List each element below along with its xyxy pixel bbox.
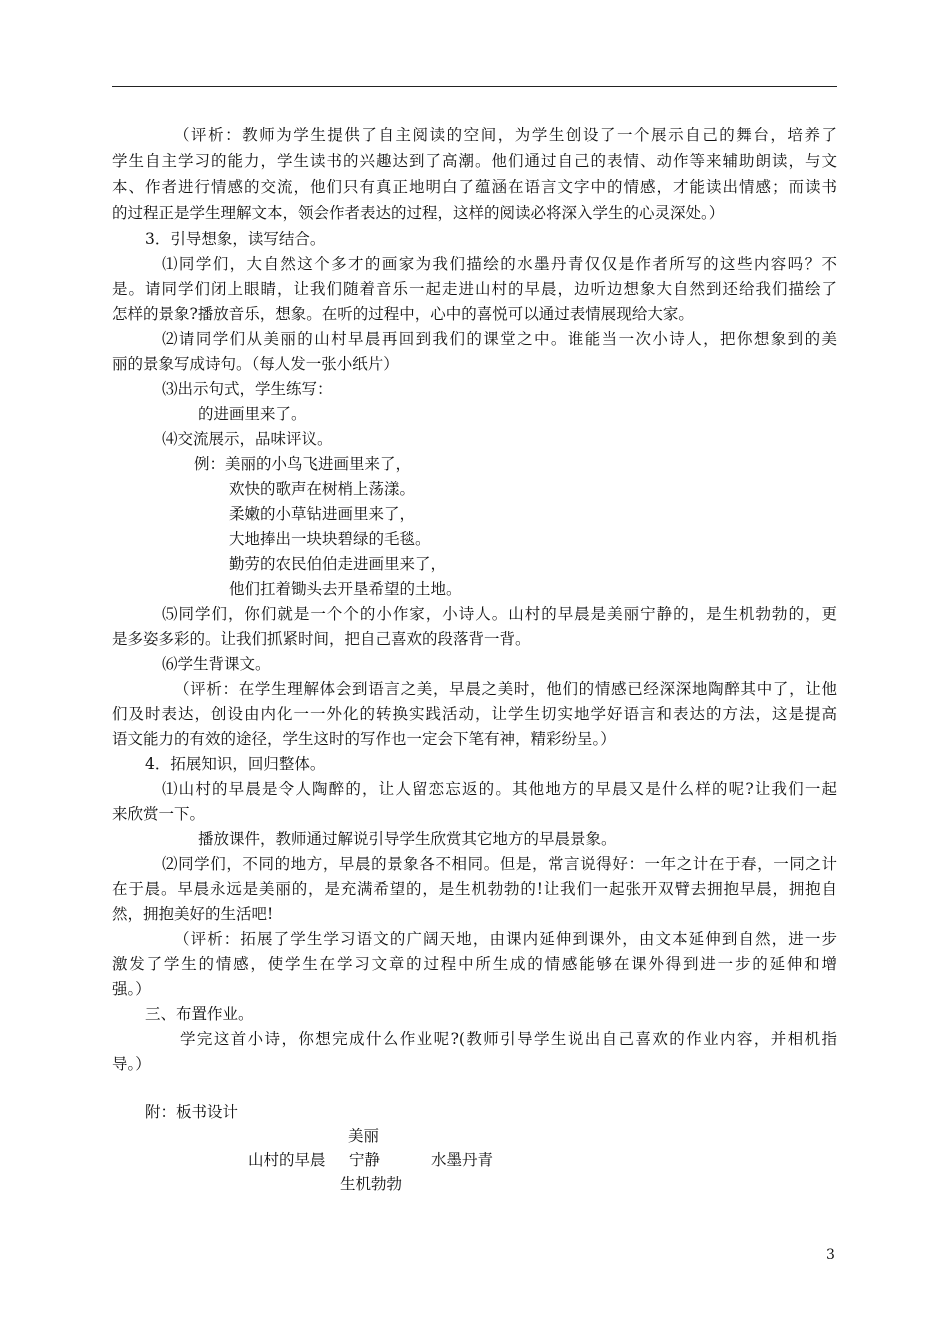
header-rule — [112, 86, 837, 87]
board-item: 宁静 — [349, 1151, 381, 1169]
paragraph-line: 怎样的景象?播放音乐，想象。在听的过程中，心中的喜悦可以通过表情展现给大家。 — [112, 305, 694, 323]
paragraph-line: ⑴同学们，大自然这个多才的画家为我们描绘的水墨丹青仅仅是作者所写的这些内容吗？不 — [162, 255, 837, 273]
paragraph-line: 学生自主学习的能力，学生读书的兴趣达到了高潮。他们通过自己的表情、动作等来辅助朗读，与文 — [112, 152, 837, 170]
poem-line: 例：美丽的小鸟飞进画里来了， — [194, 455, 412, 473]
paragraph-line: 强。） — [112, 980, 151, 998]
paragraph-line: （评析：教师为学生提供了自主阅读的空间，为学生创设了一个展示自己的舞台，培养了 — [174, 126, 837, 144]
board-heading: 附：板书设计 — [145, 1103, 239, 1121]
paragraph-line: 语文能力的有效的途径，学生这时的写作也一定会下笔有神，精彩纷呈。） — [112, 730, 616, 748]
paragraph-line: 们及时表达，创设由内化一一外化的转换实践活动，让学生切实地学好语言和表达的方法，这是提高 — [112, 705, 837, 723]
paragraph-line: ⑵同学们，不同的地方，早晨的景象各不相同。但是，常言说得好：一年之计在于春，一同之计 — [162, 855, 837, 873]
page-number: 3 — [826, 1247, 835, 1263]
paragraph-line: 来欣赏一下。 — [112, 805, 206, 823]
paragraph-line: （评析：拓展了学生学习语文的广阔天地，由课内延伸到课外，由文本延伸到自然，进一步 — [174, 930, 837, 948]
poem-line: 柔嫩的小草钻进画里来了， — [229, 505, 416, 523]
board-item: 生机勃勃 — [340, 1175, 403, 1193]
paragraph-line: ⑹学生背课文。 — [162, 655, 271, 673]
paragraph-line: ⑷交流展示，品味评议。 — [162, 430, 333, 448]
board-title: 山村的早晨 — [248, 1151, 326, 1169]
paragraph-line: 丽的景象写成诗句。（每人发一张小纸片） — [112, 355, 399, 373]
paragraph-line: （评析：在学生理解体会到语言之美，早晨之美时，他们的情感已经深深地陶醉其中了，让他 — [174, 680, 837, 698]
paragraph-line: 激发了学生的情感，使学生在学习文章的过程中所生成的情感能够在课外得到进一步的延伸和增 — [112, 955, 837, 973]
poem-line: 勤劳的农民伯伯走进画里来了， — [229, 555, 447, 573]
board-right-label: 水墨丹青 — [431, 1151, 494, 1169]
paragraph-line: 的过程正是学生理解文本，领会作者表达的过程，这样的阅读必将深入学生的心灵深处。） — [112, 204, 725, 222]
poem-line: 他们扛着锄头去开垦希望的土地。 — [229, 580, 462, 598]
paragraph-line: 学完这首小诗，你想完成什么作业呢?(教师引导学生说出自己喜欢的作业内容，并相机指 — [180, 1030, 837, 1048]
paragraph-line: 导。） — [112, 1055, 151, 1073]
poem-line: 大地捧出一块块碧绿的毛毯。 — [229, 530, 431, 548]
paragraph-line: ⑶出示句式，学生练写： — [162, 380, 333, 398]
paragraph-line: 在于晨。早晨永远是美丽的，是充满希望的，是生机勃勃的!让我们一起张开双臂去拥抱早晨，拥抱自 — [112, 880, 837, 898]
paragraph-line: ⑸同学们，你们就是一个个的小作家，小诗人。山村的早晨是美丽宁静的，是生机勃勃的，更 — [162, 605, 837, 623]
board-item: 美丽 — [348, 1127, 380, 1145]
paragraph-line: 是。请同学们闭上眼睛，让我们随着音乐一起走进山村的早晨，边听边想象大自然到还给我们描绘了 — [112, 280, 837, 298]
section-heading: 三、布置作业。 — [145, 1005, 254, 1023]
section-heading: 4．拓展知识，回归整体。 — [145, 755, 326, 773]
paragraph-line: ⑵请同学们从美丽的山村早晨再回到我们的课堂之中。谁能当一次小诗人，把你想象到的美 — [162, 330, 837, 348]
paragraph-line: 本、作者进行情感的交流，他们只有真正地明白了蕴涵在语言文字中的情感，才能读出情感；而读书 — [112, 178, 837, 196]
section-heading: 3．引导想象，读写结合。 — [145, 230, 326, 248]
paragraph-line: 然，拥抱美好的生活吧! — [112, 905, 274, 923]
paragraph-line: 播放课件，教师通过解说引导学生欣赏其它地方的早晨景象。 — [198, 830, 617, 848]
poem-line: 欢快的歌声在树梢上荡漾。 — [229, 480, 416, 498]
paragraph-line: 的进画里来了。 — [198, 405, 307, 423]
paragraph-line: ⑴山村的早晨是令人陶醉的，让人留恋忘返的。其他地方的早晨又是什么样的呢?让我们一起 — [162, 780, 837, 798]
paragraph-line: 是多姿多彩的。让我们抓紧时间，把自己喜欢的段落背一背。 — [112, 630, 531, 648]
